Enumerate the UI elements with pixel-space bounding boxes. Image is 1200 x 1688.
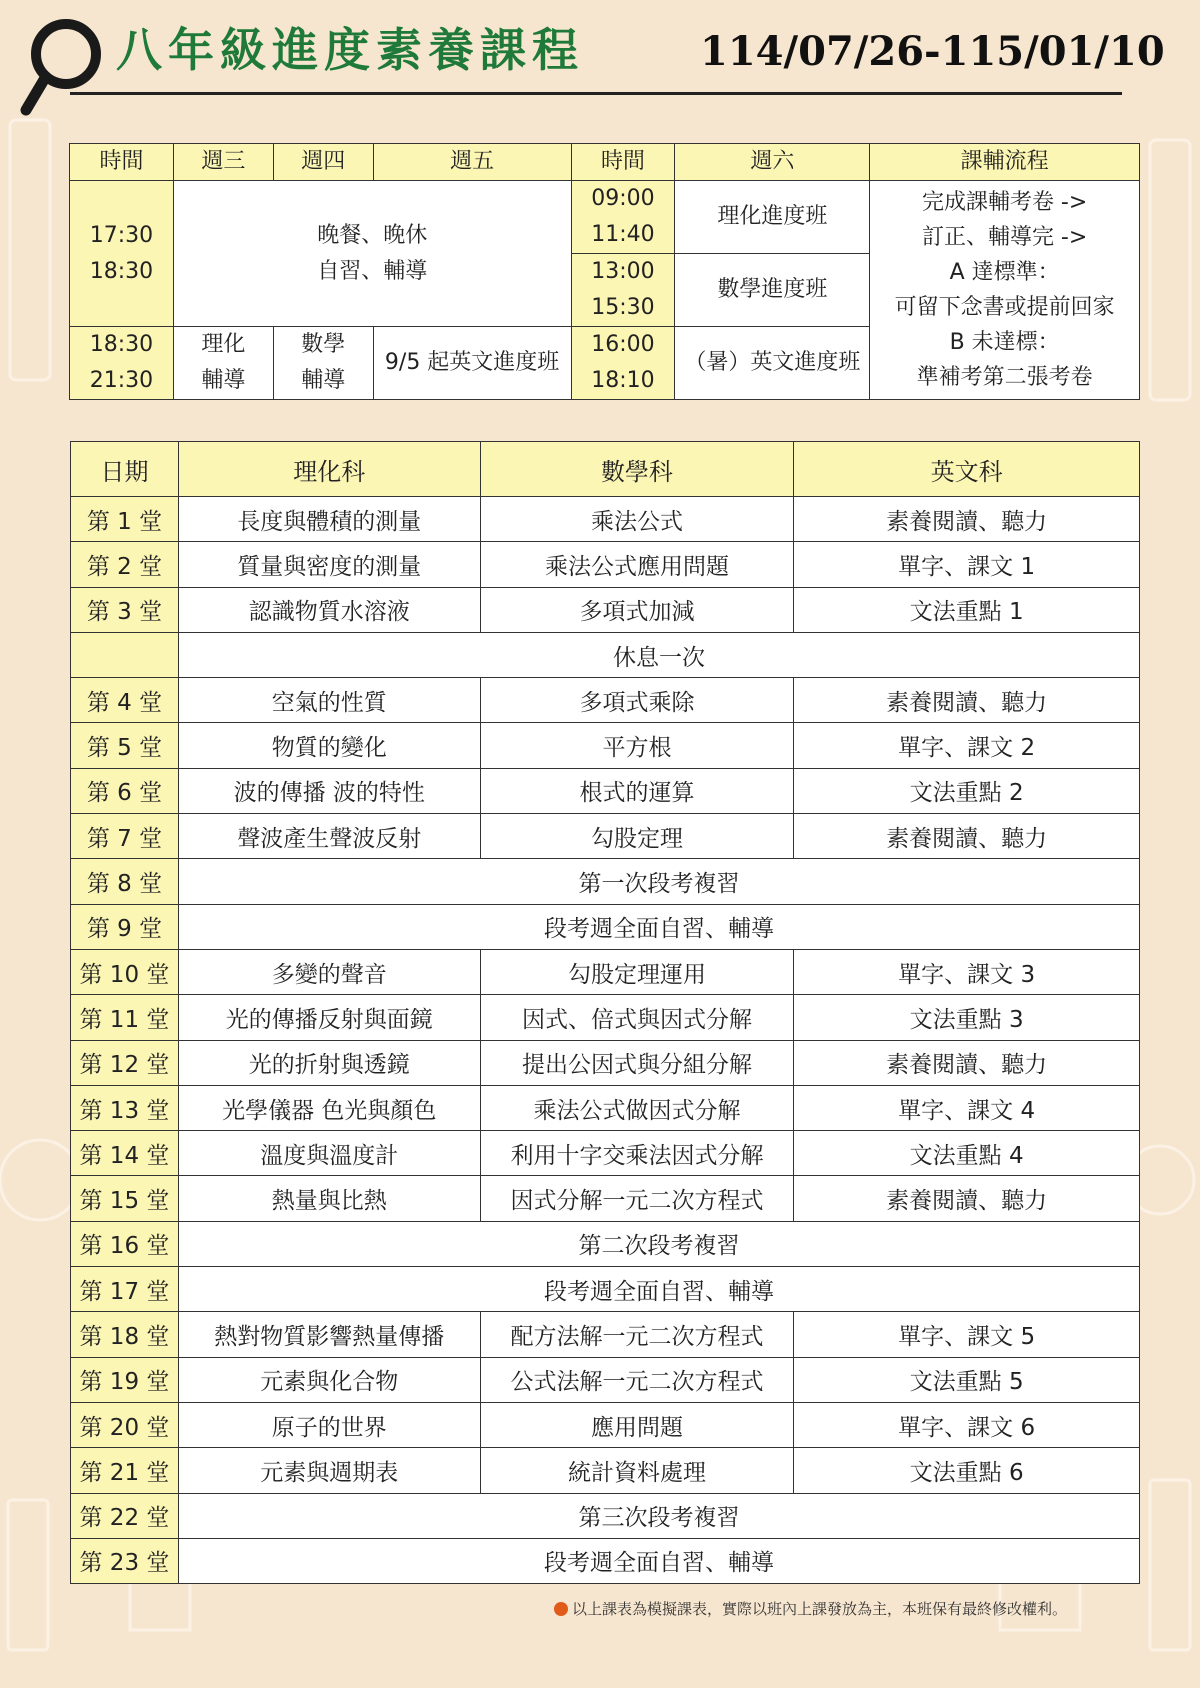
physics-cell: 波的傳播 波的特性 — [178, 768, 480, 813]
math-cell: 多項式加減 — [480, 587, 794, 632]
plan-row — [71, 1176, 1140, 1221]
date-range: 114/07/26-115/01/10 — [700, 28, 1165, 75]
math-cell: 配方法解一元二次方程式 — [480, 1312, 794, 1357]
english-cell: 文法重點 5 — [794, 1357, 1140, 1402]
plan-row — [71, 542, 1140, 587]
plan-row — [71, 497, 1140, 542]
page-title: 八年級進度素養課程 — [116, 23, 584, 77]
plan-row — [71, 1312, 1140, 1357]
cell-line: 數學 — [301, 332, 346, 357]
page-header — [0, 0, 1200, 110]
english-cell: 文法重點 1 — [794, 587, 1140, 632]
time-end: 15:30 — [591, 295, 655, 320]
time-cell — [70, 181, 174, 327]
sat-class-cell: 理化進度班 — [675, 181, 870, 254]
physics-cell: 認識物質水溶液 — [178, 587, 480, 632]
weekday-evening-cell — [173, 181, 571, 327]
header-divider — [70, 92, 1122, 95]
plan-row — [71, 904, 1140, 949]
day-cell: 第 5 堂 — [71, 723, 179, 768]
day-cell: 第 16 堂 — [71, 1221, 179, 1266]
plan-row — [71, 1131, 1140, 1176]
day-cell: 第 6 堂 — [71, 768, 179, 813]
time-start: 17:30 — [89, 222, 154, 248]
merged-cell: 第三次段考複習 — [178, 1493, 1139, 1538]
cell-line: 輔導 — [301, 368, 346, 393]
english-cell: 素養閱讀、聽力 — [794, 1176, 1140, 1221]
physics-cell: 多變的聲音 — [178, 949, 480, 994]
flow-step: 可留下念書或提前回家 — [894, 295, 1115, 320]
time-end: 11:40 — [591, 222, 655, 247]
merged-cell: 第一次段考複習 — [178, 859, 1139, 904]
sat-time-cell — [571, 254, 675, 327]
math-cell: 應用問題 — [480, 1402, 794, 1447]
footnote-text: 以上課表為模擬課表，實際以班內上課發放為主，本班保有最終修改權利。 — [572, 1600, 1068, 1618]
day-cell: 第 9 堂 — [71, 904, 179, 949]
day-cell: 第 14 堂 — [71, 1131, 179, 1176]
english-cell: 單字、課文 3 — [794, 949, 1140, 994]
merged-cell: 段考週全面自習、輔導 — [178, 904, 1139, 949]
header-physics: 理化科 — [178, 442, 480, 497]
english-cell: 文法重點 2 — [794, 768, 1140, 813]
plan-row — [71, 949, 1140, 994]
day-cell: 第 12 堂 — [71, 1040, 179, 1085]
time-start: 09:00 — [591, 186, 655, 211]
thu-cell — [273, 327, 373, 400]
time-end: 18:10 — [591, 368, 655, 393]
plan-body — [71, 497, 1140, 1584]
english-cell: 文法重點 6 — [794, 1448, 1140, 1493]
math-cell: 根式的運算 — [480, 768, 794, 813]
day-cell: 第 19 堂 — [71, 1357, 179, 1402]
flow-step: 訂正、輔導完 -> — [921, 225, 1088, 250]
day-cell: 第 3 堂 — [71, 587, 179, 632]
header-time: 時間 — [70, 144, 174, 181]
math-cell: 乘法公式做因式分解 — [480, 1085, 794, 1130]
merged-cell: 休息一次 — [178, 632, 1139, 677]
math-cell: 因式分解一元二次方程式 — [480, 1176, 794, 1221]
plan-row — [71, 1085, 1140, 1130]
weekly-schedule-table — [69, 143, 1140, 400]
plan-row — [71, 1357, 1140, 1402]
math-cell: 公式法解一元二次方程式 — [480, 1357, 794, 1402]
english-cell: 單字、課文 5 — [794, 1312, 1140, 1357]
english-cell: 素養閱讀、聽力 — [794, 814, 1140, 859]
fri-cell: 9/5 起英文進度班 — [373, 327, 571, 400]
note-dot-icon — [554, 1602, 568, 1616]
footnote — [554, 1598, 1067, 1619]
merged-cell: 段考週全面自習、輔導 — [178, 1538, 1139, 1583]
schedule-row — [70, 181, 1140, 254]
day-cell — [71, 632, 179, 677]
physics-cell: 原子的世界 — [178, 1402, 480, 1447]
header-math: 數學科 — [480, 442, 794, 497]
plan-row — [71, 995, 1140, 1040]
day-cell: 第 23 堂 — [71, 1538, 179, 1583]
weekday-line: 自習、輔導 — [317, 258, 428, 284]
day-cell: 第 13 堂 — [71, 1085, 179, 1130]
physics-cell: 光學儀器 色光與顏色 — [178, 1085, 480, 1130]
header-wed: 週三 — [173, 144, 273, 181]
course-plan-table — [70, 441, 1140, 1584]
physics-cell: 元素與週期表 — [178, 1448, 480, 1493]
time-start: 18:30 — [89, 332, 154, 357]
plan-header-row — [71, 442, 1140, 497]
time-start: 13:00 — [591, 259, 655, 284]
magnifier-icon — [18, 10, 108, 120]
physics-cell: 熱對物質影響熱量傳播 — [178, 1312, 480, 1357]
cell-line: 輔導 — [201, 368, 246, 393]
physics-cell: 光的折射與透鏡 — [178, 1040, 480, 1085]
english-cell: 單字、課文 2 — [794, 723, 1140, 768]
header-sat: 週六 — [675, 144, 870, 181]
flow-step: 準補考第二張考卷 — [916, 365, 1093, 390]
header-english: 英文科 — [794, 442, 1140, 497]
math-cell: 勾股定理運用 — [480, 949, 794, 994]
header-date: 日期 — [71, 442, 179, 497]
time-end: 18:30 — [89, 258, 154, 284]
plan-row — [71, 1221, 1140, 1266]
day-cell: 第 21 堂 — [71, 1448, 179, 1493]
plan-row — [71, 1040, 1140, 1085]
plan-row — [71, 1538, 1140, 1583]
flow-step: A 達標準： — [949, 260, 1060, 285]
plan-row — [71, 1493, 1140, 1538]
day-cell: 第 8 堂 — [71, 859, 179, 904]
math-cell: 乘法公式應用問題 — [480, 542, 794, 587]
day-cell: 第 4 堂 — [71, 678, 179, 723]
plan-row — [71, 1448, 1140, 1493]
plan-row — [71, 678, 1140, 723]
header-flow: 課輔流程 — [870, 144, 1140, 181]
english-cell: 素養閱讀、聽力 — [794, 1040, 1140, 1085]
plan-row — [71, 768, 1140, 813]
physics-cell: 長度與體積的測量 — [178, 497, 480, 542]
sat-time-cell — [571, 181, 675, 254]
sat-class-cell: 數學進度班 — [675, 254, 870, 327]
english-cell: 單字、課文 6 — [794, 1402, 1140, 1447]
day-cell: 第 20 堂 — [71, 1402, 179, 1447]
english-cell: 單字、課文 4 — [794, 1085, 1140, 1130]
english-cell: 單字、課文 1 — [794, 542, 1140, 587]
sat-class-cell: （暑）英文進度班 — [675, 327, 870, 400]
header-thu: 週四 — [273, 144, 373, 181]
sat-time-cell — [571, 327, 675, 400]
day-cell: 第 1 堂 — [71, 497, 179, 542]
header-time-sat: 時間 — [571, 144, 675, 181]
english-cell: 素養閱讀、聽力 — [794, 497, 1140, 542]
flow-step: B 未達標： — [949, 330, 1060, 355]
weekday-line: 晚餐、晚休 — [317, 222, 428, 248]
day-cell: 第 17 堂 — [71, 1267, 179, 1312]
plan-row — [71, 723, 1140, 768]
math-cell: 平方根 — [480, 723, 794, 768]
physics-cell: 熱量與比熱 — [178, 1176, 480, 1221]
math-cell: 勾股定理 — [480, 814, 794, 859]
plan-row — [71, 814, 1140, 859]
physics-cell: 光的傳播反射與面鏡 — [178, 995, 480, 1040]
english-cell: 文法重點 3 — [794, 995, 1140, 1040]
physics-cell: 質量與密度的測量 — [178, 542, 480, 587]
schedule-header-row — [70, 144, 1140, 181]
plan-row — [71, 1267, 1140, 1312]
time-start: 16:00 — [591, 332, 655, 357]
physics-cell: 元素與化合物 — [178, 1357, 480, 1402]
math-cell: 統計資料處理 — [480, 1448, 794, 1493]
math-cell: 因式、倍式與因式分解 — [480, 995, 794, 1040]
english-cell: 素養閱讀、聽力 — [794, 678, 1140, 723]
plan-row — [71, 632, 1140, 677]
day-cell: 第 18 堂 — [71, 1312, 179, 1357]
math-cell: 提出公因式與分組分解 — [480, 1040, 794, 1085]
physics-cell: 聲波產生聲波反射 — [178, 814, 480, 859]
math-cell: 利用十字交乘法因式分解 — [480, 1131, 794, 1176]
plan-row — [71, 859, 1140, 904]
day-cell: 第 15 堂 — [71, 1176, 179, 1221]
physics-cell: 溫度與溫度計 — [178, 1131, 480, 1176]
cell-line: 理化 — [201, 332, 246, 357]
header-fri: 週五 — [373, 144, 571, 181]
flow-cell — [870, 181, 1140, 400]
day-cell: 第 11 堂 — [71, 995, 179, 1040]
wed-cell — [173, 327, 273, 400]
physics-cell: 物質的變化 — [178, 723, 480, 768]
plan-row — [71, 587, 1140, 632]
merged-cell: 段考週全面自習、輔導 — [178, 1267, 1139, 1312]
physics-cell: 空氣的性質 — [178, 678, 480, 723]
english-cell: 文法重點 4 — [794, 1131, 1140, 1176]
time-end: 21:30 — [89, 368, 154, 393]
time-cell — [70, 327, 174, 400]
day-cell: 第 22 堂 — [71, 1493, 179, 1538]
math-cell: 乘法公式 — [480, 497, 794, 542]
plan-row — [71, 1402, 1140, 1447]
day-cell: 第 7 堂 — [71, 814, 179, 859]
day-cell: 第 10 堂 — [71, 949, 179, 994]
math-cell: 多項式乘除 — [480, 678, 794, 723]
merged-cell: 第二次段考複習 — [178, 1221, 1139, 1266]
day-cell: 第 2 堂 — [71, 542, 179, 587]
flow-step: 完成課輔考卷 -> — [921, 190, 1088, 215]
